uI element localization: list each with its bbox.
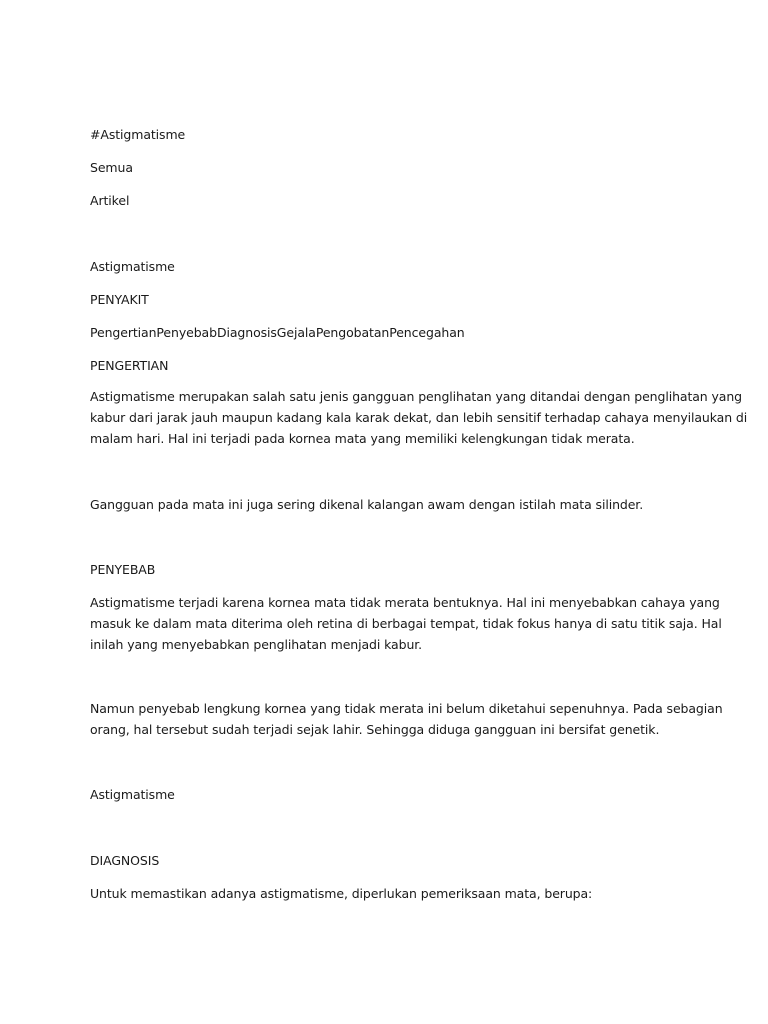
pengertian-paragraph-1: [90, 386, 748, 449]
penyebab-paragraph-1: [90, 592, 722, 655]
paragraph-line: Astigmatisme merupakan salah satu jenis gangguan penglihatan yang ditandai dengan penglihatan yang: [90, 389, 743, 404]
paragraph-line: orang, hal tersebut sudah terjadi sejak lahir. Sehingga diduga gangguan ini bersifat genetik.: [90, 722, 660, 737]
article-title: Astigmatisme: [90, 259, 175, 274]
paragraph-line: Namun penyebab lengkung kornea yang tidak merata ini belum diketahui sepenuhnya. Pada sebagian: [90, 701, 723, 716]
paragraph-line: inilah yang menyebabkan penglihatan menjadi kabur.: [90, 637, 423, 652]
section-heading-penyebab: PENYEBAB: [90, 562, 156, 577]
section-heading-diagnosis: DIAGNOSIS: [90, 853, 160, 868]
diagnosis-paragraph-1: Untuk memastikan adanya astigmatisme, diperlukan pemeriksaan mata, berupa:: [90, 886, 593, 901]
pengertian-paragraph-2: Gangguan pada mata ini juga sering dikenal kalangan awam dengan istilah mata silinder.: [90, 497, 644, 512]
paragraph-line: kabur dari jarak jauh maupun kadang kala karak dekat, dan lebih sensitif terhadap cahaya menyilaukan di: [90, 410, 748, 425]
filter-article-link[interactable]: Artikel: [90, 193, 130, 208]
section-heading-pengertian: PENGERTIAN: [90, 358, 169, 373]
category-label: PENYAKIT: [90, 292, 149, 307]
filter-all-link[interactable]: Semua: [90, 160, 133, 175]
paragraph-line: malam hari. Hal ini terjadi pada kornea mata yang memiliki kelengkungan tidak merata.: [90, 431, 635, 446]
hashtag-link[interactable]: #Astigmatisme: [90, 127, 186, 142]
image-caption: Astigmatisme: [90, 787, 175, 802]
section-nav[interactable]: PengertianPenyebabDiagnosisGejalaPengobatanPencegahan: [90, 325, 465, 340]
paragraph-line: masuk ke dalam mata diterima oleh retina di berbagai tempat, tidak fokus hanya di satu titik saja. Hal: [90, 616, 722, 631]
paragraph-line: Astigmatisme terjadi karena kornea mata tidak merata bentuknya. Hal ini menyebabkan cahaya yang: [90, 595, 720, 610]
penyebab-paragraph-2: [90, 698, 723, 740]
